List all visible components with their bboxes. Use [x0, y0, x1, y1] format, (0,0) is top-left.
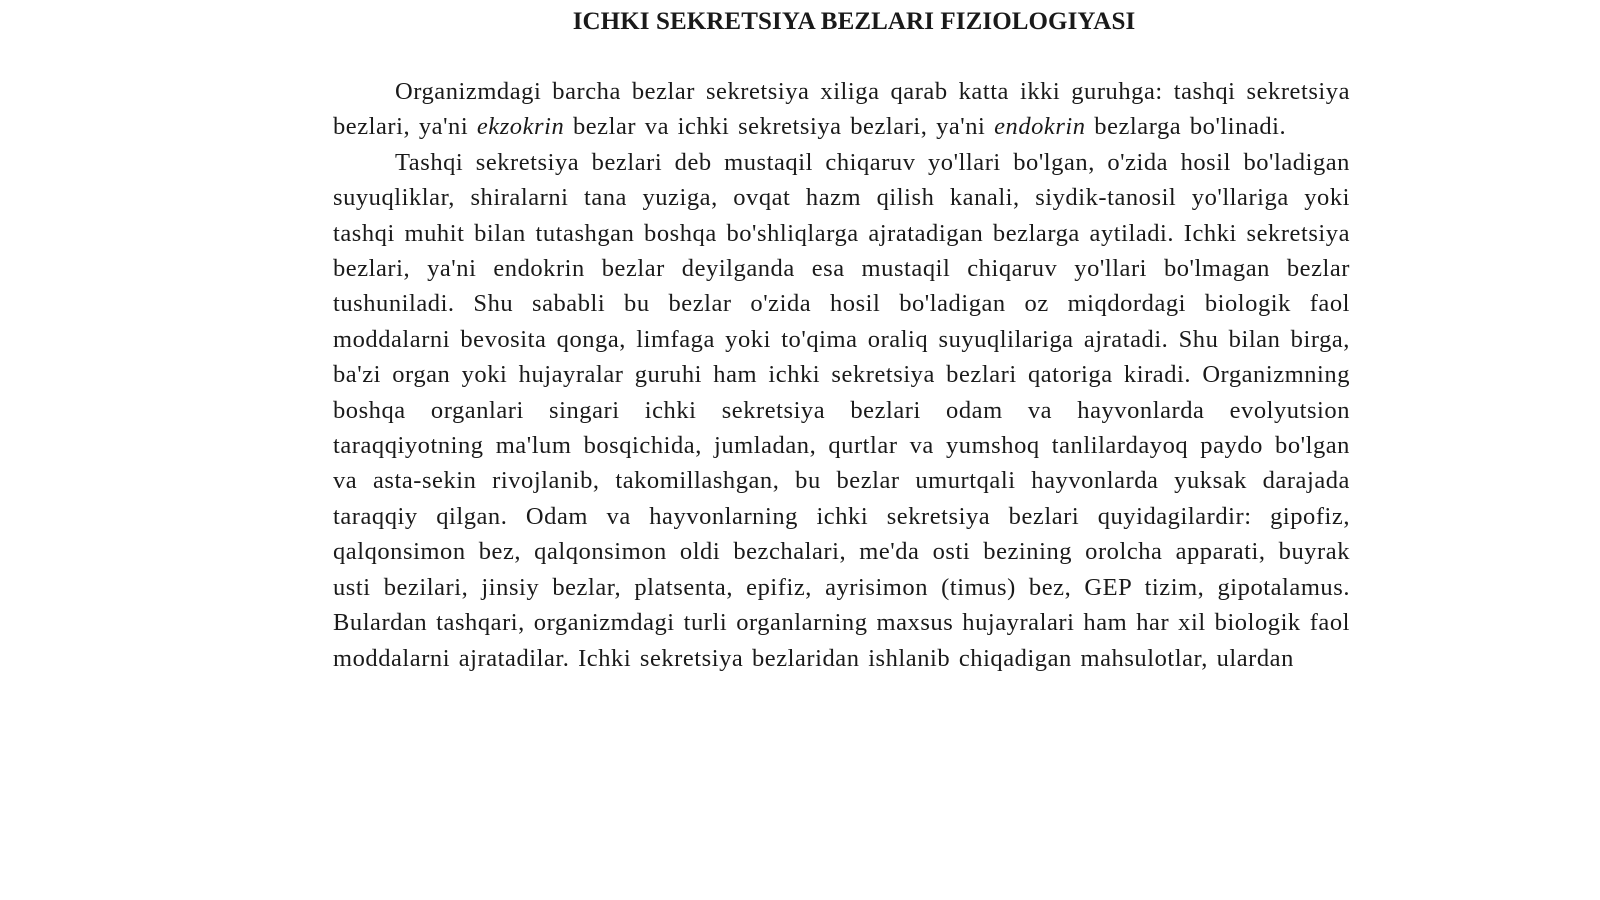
- paragraph-1-text-a: Organizmdagi barcha bezlar sekretsiya xiliga qarab katta ikki guruhga: tashqi sekretsiya bezlari, ya'ni: [333, 78, 1350, 141]
- paragraph-1-text-c: bezlarga bo'linadi.: [1085, 113, 1287, 141]
- document-page: [333, 8, 1350, 676]
- paragraph-1: [333, 74, 1350, 145]
- document-title: ICHKI SEKRETSIYA BEZLARI FIZIOLOGIYASI: [572, 8, 1136, 35]
- paragraph-1-text-b: bezlar va ichki sekretsiya bezlari, ya'ni: [564, 113, 995, 141]
- term-ekzokrin: ekzokrin: [476, 113, 565, 141]
- term-endokrin: endokrin: [994, 113, 1086, 141]
- document-body: [333, 74, 1350, 676]
- paragraph-2: Tashqi sekretsiya bezlari deb mustaqil chiqaruv yo'llari bo'lgan, o'zida hosil bo'ladigan suyuqliklar, shiralarni tana yuziga, ovqat hazm qilish kanali, siydik-tanosil yo'llariga yoki tashqi muhit bilan tutashgan boshqa bo'shliqlarga ajratadigan bezlarga aytiladi. Ichki sekretsiya bezlari, ya'ni endokrin bezlar deyilganda esa mustaqil chiqaruv yo'llari bo'lmagan bezlar tushuniladi. Shu sababli bu bezlar o'zida hosil bo'ladigan oz miqdordagi biologik faol moddalarni bevosita qonga, limfaga yoki to'qima oraliq suyuqlilariga ajratadi. Shu bilan birga, ba'zi organ yoki hujayralar guruhi ham ichki sekretsiya bezlari qatoriga kiradi. Organizmning boshqa organlari singari ichki sekretsiya bezlari odam va hayvonlarda evolyutsion taraqqiyotning ma'lum bosqichida, jumladan, qurtlar va yumshoq tanlilardayoq paydo bo'lgan va asta-sekin rivojlanib, takomillashgan, bu bezlar umurtqali hayvonlarda yuksak darajada taraqqiy qilgan. Odam va hayvonlarning ichki sekretsiya bezlari quyidagilardir: gipofiz, qalqonsimon bez, qalqonsimon oldi bezchalari, me'da osti bezining orolcha apparati, buyrak usti bezilari, jinsiy bezlar, platsenta, epifiz, ayrisimon (timus) bez, GEP tizim, gipotalamus. Bulardan tashqari, organizmdagi turli organlarning maxsus hujayralari ham har xil biologik faol moddalarni ajratadilar. Ichki sekretsiya bezlaridan ishlanib chiqadigan mahsulotlar, ulardan: [333, 148, 1350, 672]
